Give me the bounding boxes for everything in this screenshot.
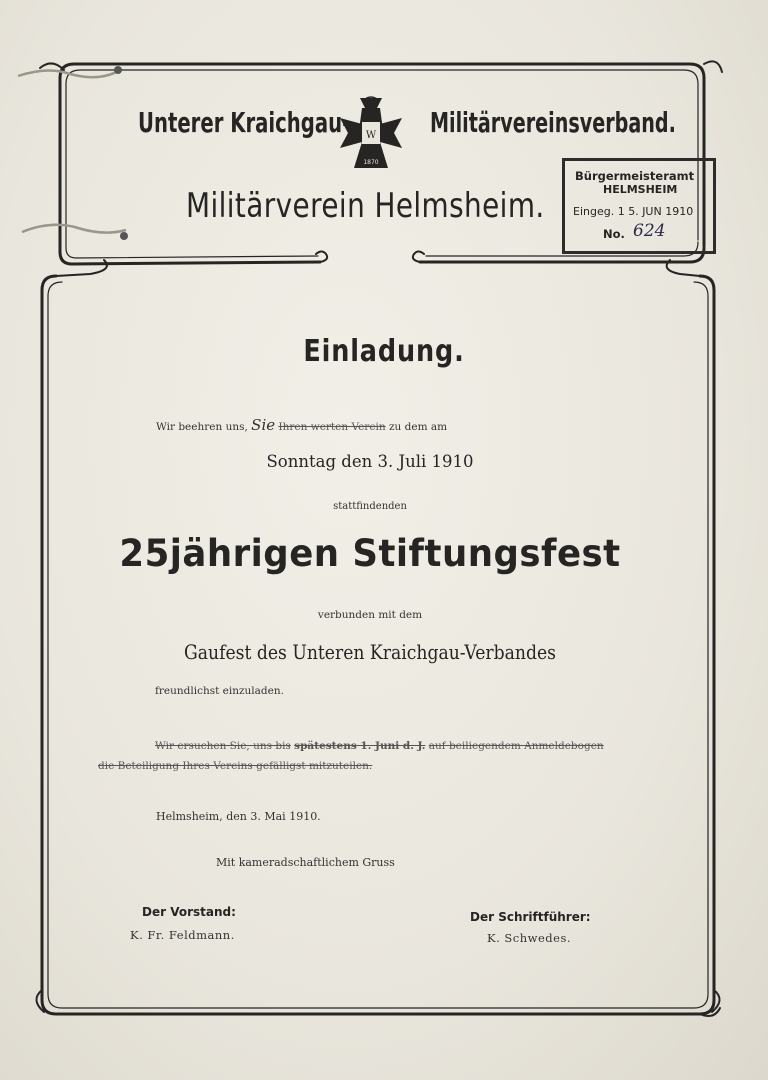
place-date: Helmsheim, den 3. Mai 1910. [156,810,321,823]
invitation-intro [156,416,447,434]
einzuladen-text: freundlichst einzuladen. [155,685,284,697]
request-line-1 [155,740,604,752]
event-date: Sonntag den 3. Juli 1910 [266,452,474,471]
intro-prefix: Wir beehren uns, [156,421,248,433]
intro-handwritten: Sie [251,416,276,434]
stattfindenden-text: stattfindenden [333,501,407,512]
vorstand-label: Der Vorstand: [142,905,236,919]
header-left-text: Unterer Kraichgau- [138,106,351,139]
stamp-office: Bürgermeisteramt [575,169,695,183]
intro-struck-text: Ihren werten Verein [278,421,386,433]
header-right-text: Militärvereinsverband. [430,106,676,139]
main-event-title: 25jährigen Stiftungsfest [119,532,621,575]
schriftfuehrer-label: Der Schriftführer: [470,910,591,924]
stamp-no-label: No. [603,227,625,241]
intro-suffix: zu dem am [389,421,448,433]
stamp-received-date: Eingeg. 1 5. JUN 1910 [573,205,694,218]
vorstand-name: K. Fr. Feldmann. [130,928,235,942]
verbunden-text: verbunden mit dem [317,609,423,621]
svg-text:W: W [365,130,377,141]
invitation-title: Einladung. [303,334,465,369]
stamp-handwritten-number: 624 [633,221,666,241]
cross-year-text: 1870 [363,159,379,166]
stamp-town: HELMSHEIM [603,183,678,196]
greeting: Mit kameradschaftlichem Gruss [216,856,395,869]
gaufest-title: Gaufest des Unteren Kraichgau-Verbandes [184,640,556,664]
request-part-a: Wir ersuchen Sie, uns bis [155,740,291,752]
received-stamp [562,158,716,254]
request-part-b: spätestens 1. Juni d. J. [294,740,426,752]
verein-title: Militärverein Helmsheim. [186,186,545,226]
schriftfuehrer-name: K. Schwedes. [487,931,572,945]
request-line-2: die Beteiligung Ihres Vereins gefälligst mitzuteilen. [98,760,373,772]
request-part-c: auf beiliegendem Anmeldebogen [428,740,604,752]
